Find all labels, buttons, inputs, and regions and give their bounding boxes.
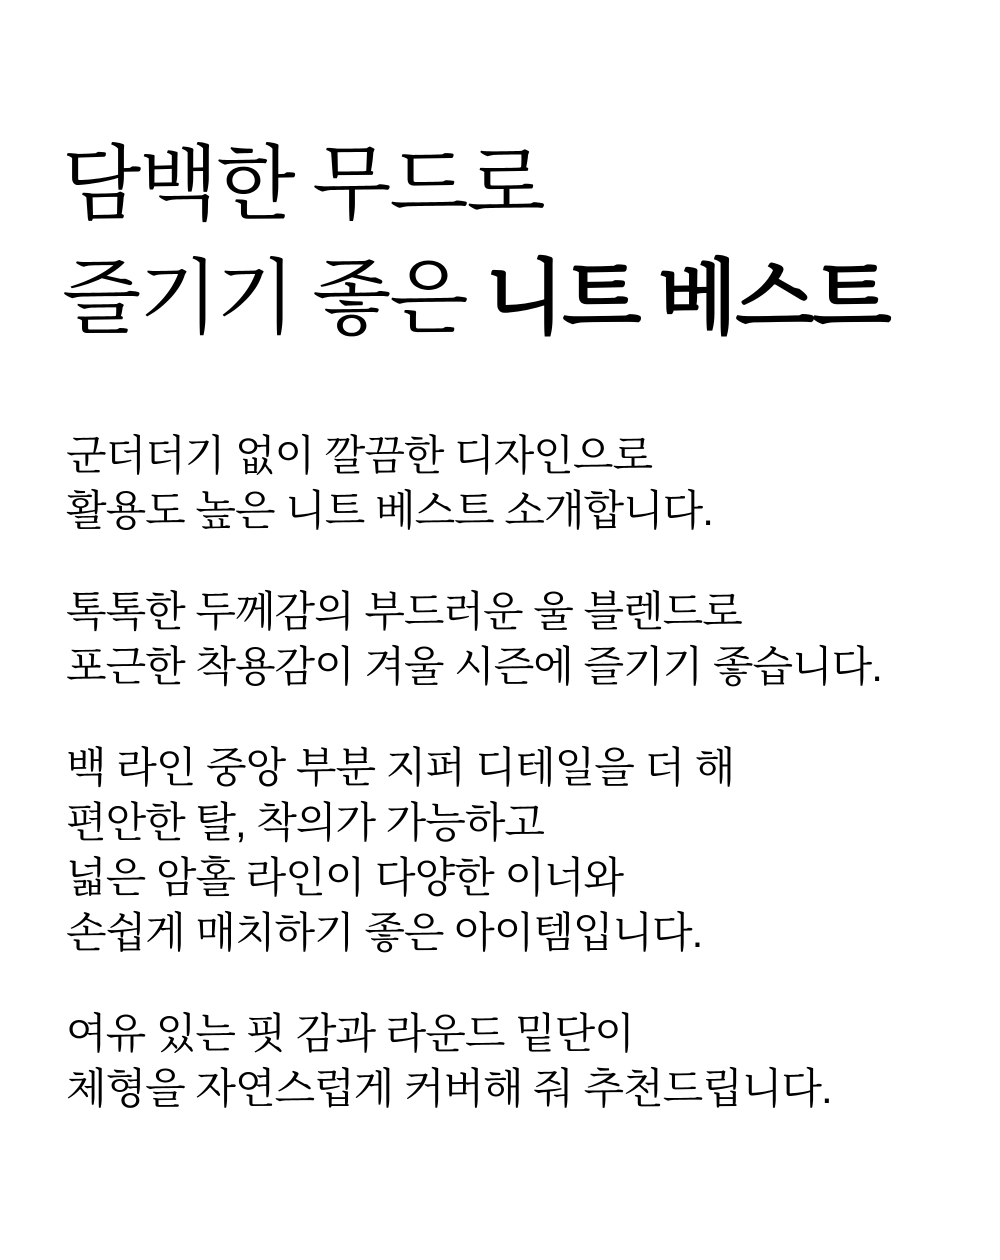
text-line: 톡톡한 두께감의 부드러운 울 블렌드로 (66, 588, 742, 635)
paragraph-details (66, 740, 882, 960)
paragraph-material (66, 584, 882, 694)
title-line-2-regular: 즐기기 좋은 (62, 253, 486, 344)
text-line: 군더더기 없이 깔끔한 디자인으로 (66, 432, 653, 479)
text-line: 넓은 암홀 라인이 다양한 이너와 (66, 854, 624, 901)
title-line-1: 담백한 무드로 (62, 139, 544, 230)
title-line-2-bold: 니트 베스트 (485, 253, 890, 344)
page-title (62, 128, 890, 356)
text-line: 체형을 자연스럽게 커버해 줘 추천드립니다. (66, 1065, 832, 1112)
text-line: 손쉽게 매치하기 좋은 아이템입니다. (66, 909, 703, 956)
paragraph-design (66, 428, 882, 538)
text-line: 여유 있는 핏 감과 라운드 밑단이 (66, 1010, 634, 1057)
text-line: 포근한 착용감이 겨울 시즌에 즐기기 좋습니다. (66, 643, 882, 690)
title-line-2 (62, 242, 890, 356)
text-line: 편안한 탈, 착의가 가능하고 (66, 799, 544, 846)
text-line: 백 라인 중앙 부분 지퍼 디테일을 더 해 (66, 744, 735, 791)
description-text (66, 428, 882, 1162)
paragraph-fit (66, 1006, 882, 1116)
text-line: 활용도 높은 니트 베스트 소개합니다. (66, 487, 713, 534)
